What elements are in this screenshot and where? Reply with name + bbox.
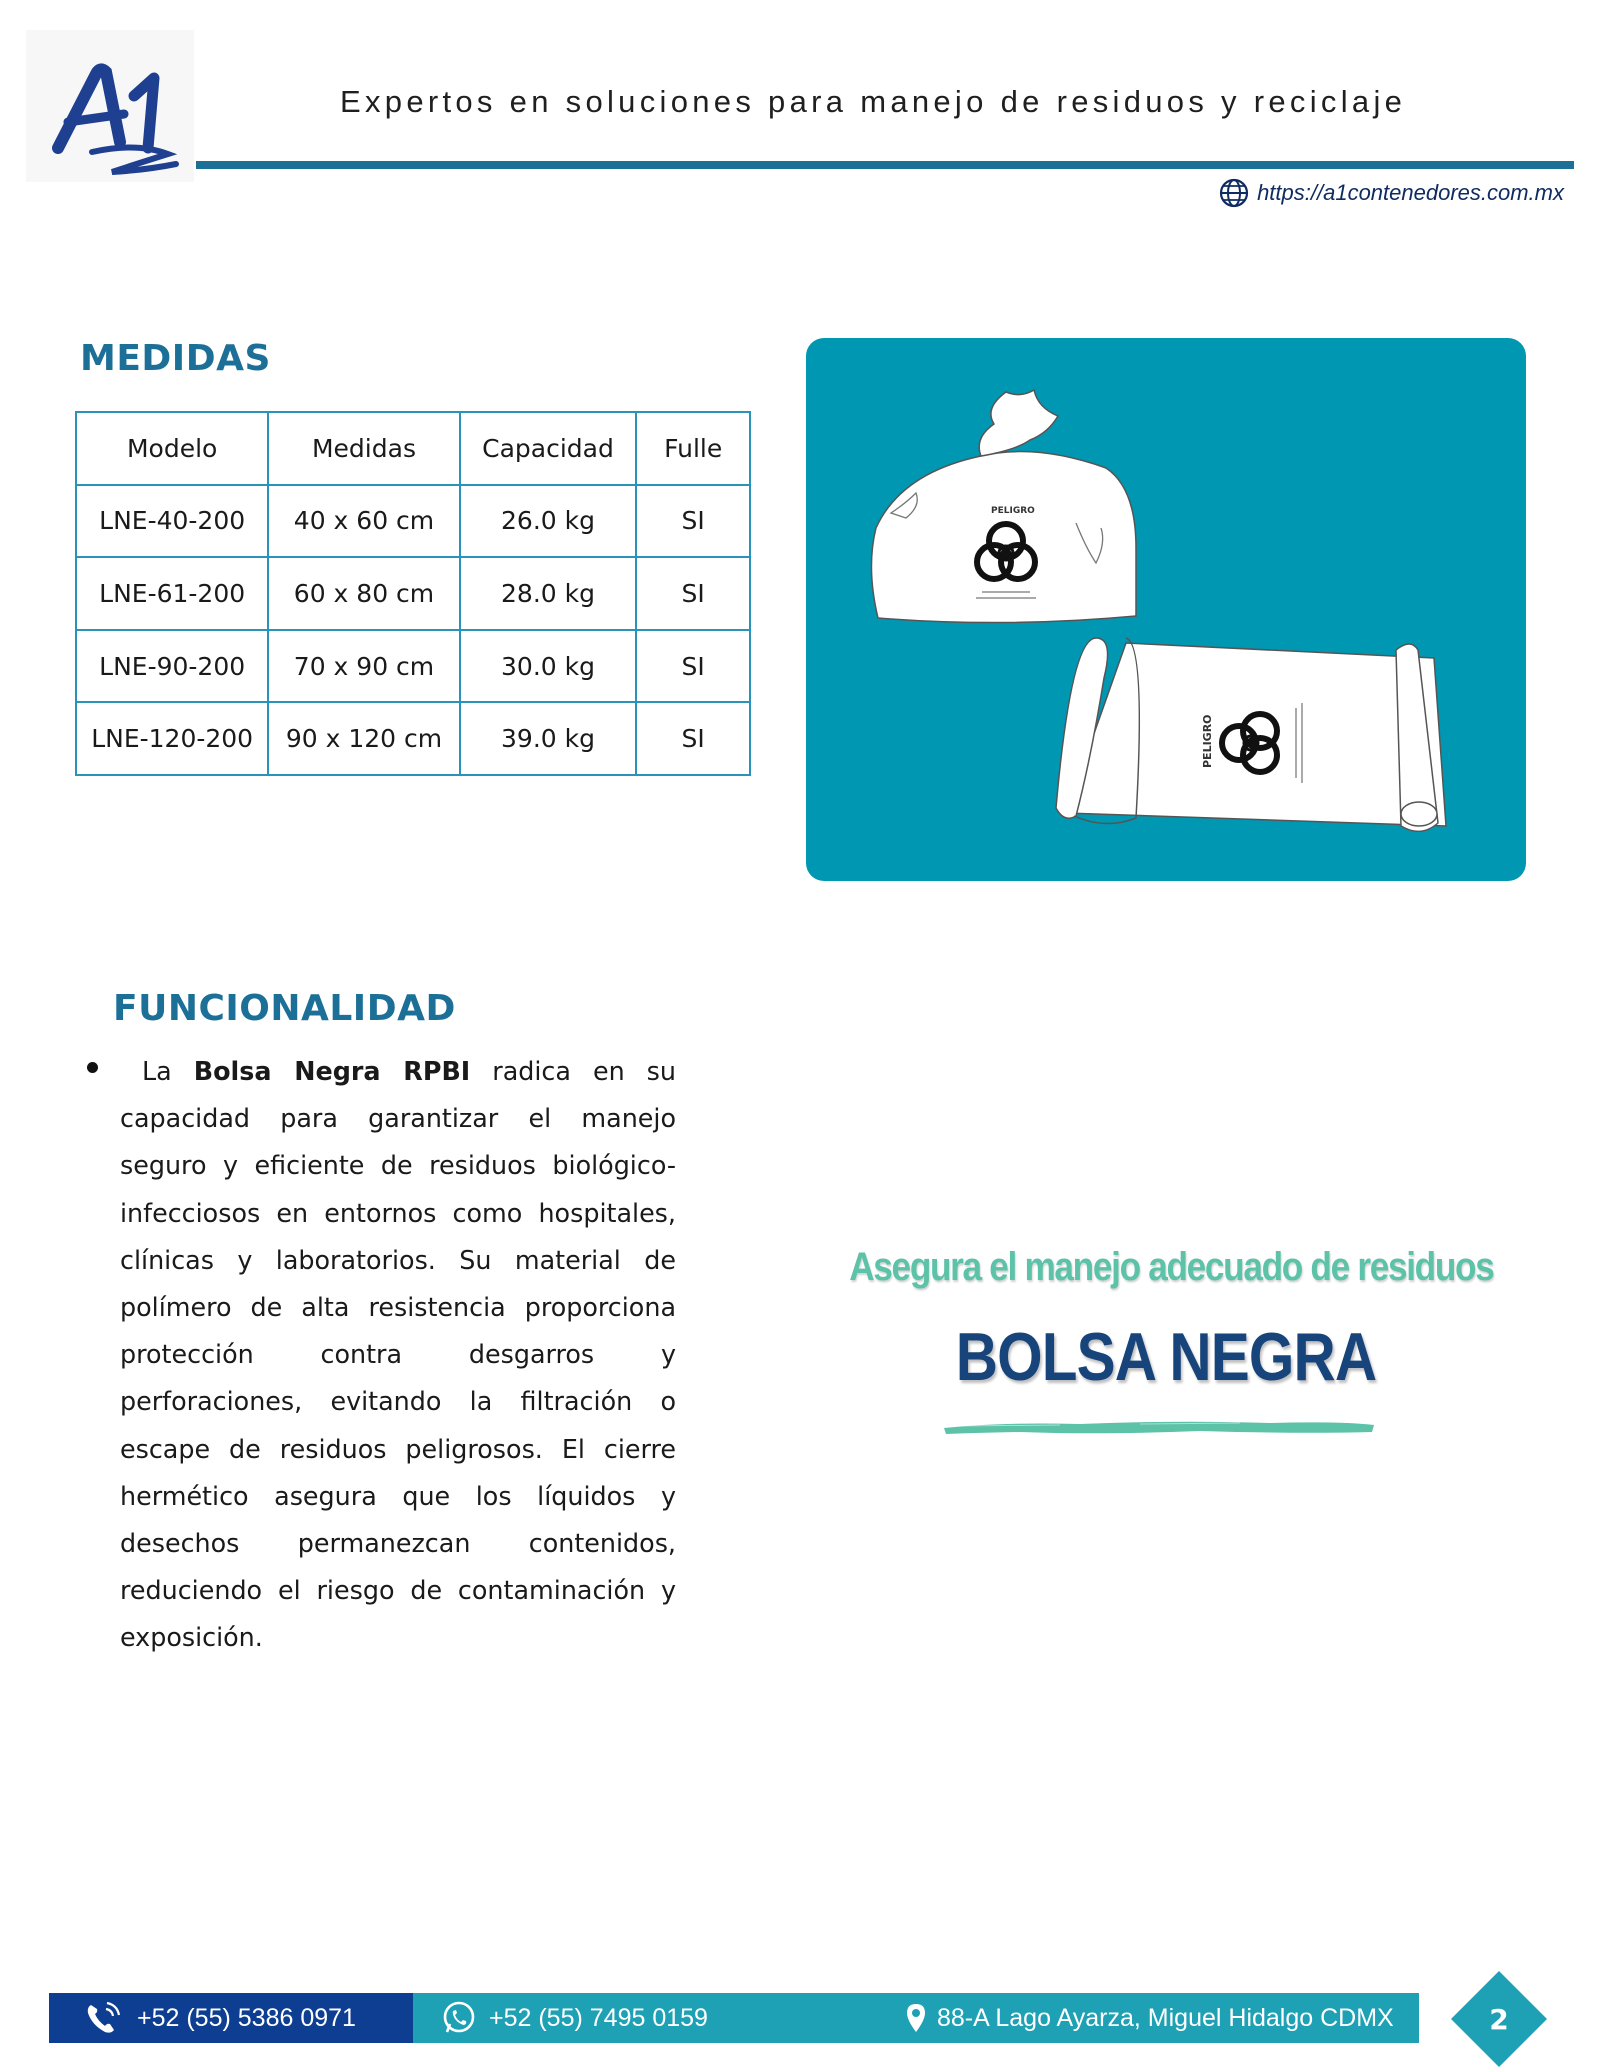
cell-capacidad: 26.0 kg [460,485,637,558]
location-pin-icon [905,2002,927,2034]
cell-fulle: SI [636,630,750,703]
website-link[interactable] [1219,178,1564,208]
column-header-capacidad: Capacidad [460,412,637,485]
brush-underline [940,1416,1378,1438]
column-header-modelo: Modelo [76,412,268,485]
cell-fulle: SI [636,702,750,775]
cell-medidas: 40 x 60 cm [268,485,459,558]
body-text: radica en su capacidad para garantizar el manejo seguro y eficiente de residuos biológico-infecciosos en entornos como hospitales, clínicas y laboratorios. Su material de polímero de alta resistencia proporciona protección contra desgarros y perforaciones, evitando la filtración o escape de residuos peligrosos. El cierre hermético asegura que los líquidos y desechos permanezcan contenidos, reduciendo el riesgo de contaminación y exposición. [120,1056,676,1653]
cell-capacidad: 30.0 kg [460,630,637,703]
footer-address[interactable] [905,1993,1394,2043]
product-image [806,338,1526,881]
bag-label: PELIGRO [991,506,1035,516]
cell-modelo: LNE-90-200 [76,630,268,703]
promo-subtitle: Asegura el manejo adecuado de residuos [849,1245,1494,1289]
page-number: 2 [1489,2002,1509,2036]
footer-phone-text[interactable]: +52 (55) 5386 0971 [137,2003,356,2032]
footer-phone[interactable] [49,1993,413,2043]
promo-title: BOLSA NEGRA [955,1319,1377,1395]
cell-fulle: SI [636,557,750,630]
biohazard-bags-illustration [806,338,1526,881]
a1-logo-icon [26,30,194,182]
cell-modelo: LNE-120-200 [76,702,268,775]
table-row [76,557,750,630]
column-header-fulle: Fulle [636,412,750,485]
footer-bar [49,1993,1419,2043]
product-name: Bolsa Negra RPBI [193,1056,471,1086]
company-logo [26,30,194,182]
column-header-medidas: Medidas [268,412,459,485]
website-url[interactable]: https://a1contenedores.com.mx [1257,180,1564,205]
table-row [76,702,750,775]
cell-medidas: 70 x 90 cm [268,630,459,703]
table-row [76,630,750,703]
medidas-heading: MEDIDAS [80,338,271,379]
funcionalidad-paragraph [120,1048,676,1662]
whatsapp-icon [441,2000,477,2036]
cell-fulle: SI [636,485,750,558]
roll-label: PELIGRO [1201,714,1214,768]
table-header-row [76,412,750,485]
footer-whatsapp[interactable] [441,1993,708,2043]
cell-medidas: 90 x 120 cm [268,702,459,775]
specs-table [75,411,751,776]
cell-modelo: LNE-40-200 [76,485,268,558]
intro-text: La [142,1056,172,1086]
header-tagline: Expertos en soluciones para manejo de residuos y reciclaje [340,84,1407,119]
footer-address-text[interactable]: 88-A Lago Ayarza, Miguel Hidalgo CDMX [937,2003,1394,2032]
bullet-icon [87,1062,98,1073]
table-row [76,485,750,558]
cell-medidas: 60 x 80 cm [268,557,459,630]
funcionalidad-heading: FUNCIONALIDAD [113,988,456,1029]
footer-whatsapp-text[interactable]: +52 (55) 7495 0159 [489,2003,708,2032]
cell-modelo: LNE-61-200 [76,557,268,630]
cell-capacidad: 39.0 kg [460,702,637,775]
header-divider [196,161,1574,169]
globe-icon [1219,178,1249,208]
phone-icon [83,1999,123,2037]
cell-capacidad: 28.0 kg [460,557,637,630]
